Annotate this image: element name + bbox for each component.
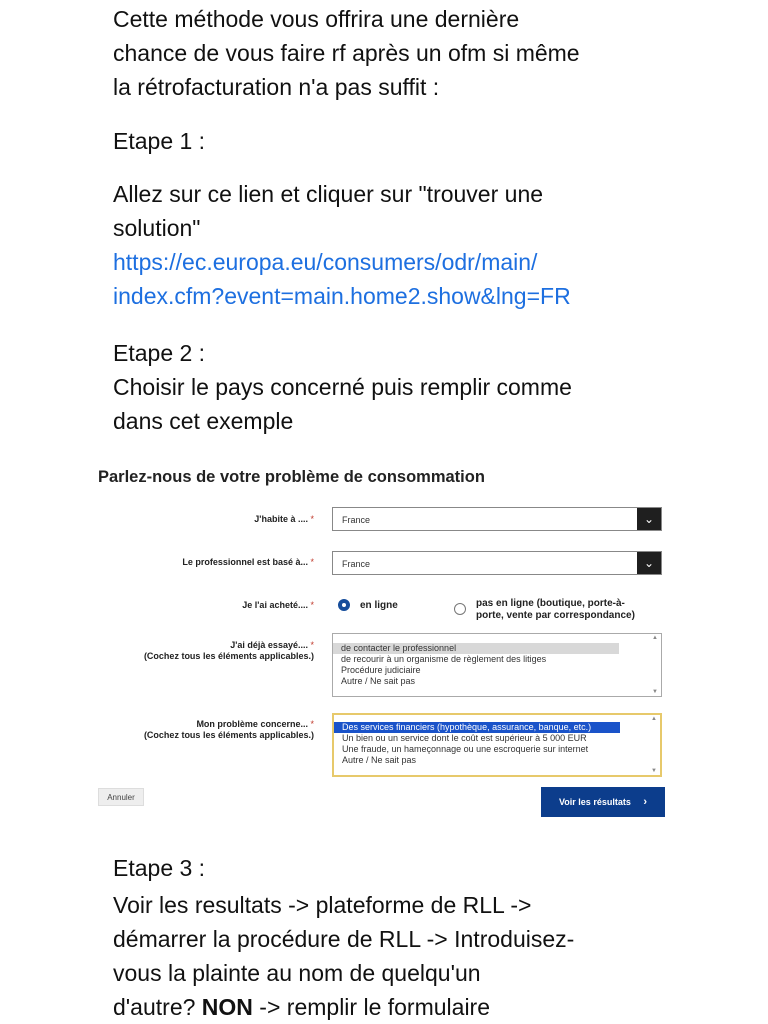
- chevron-right-icon: ›: [643, 796, 648, 808]
- step3-line4-bold: NON: [201, 994, 253, 1020]
- problem-hint: (Cochez tous les éléments applicables.): [143, 730, 314, 740]
- problem-label-text: Mon problème concerne...: [196, 719, 308, 729]
- odr-link-line: https://ec.europa.eu/consumers/odr/main/: [113, 249, 538, 275]
- step2-title: Etape 2 :: [113, 340, 206, 366]
- step3-line4-start: d'autre?: [113, 994, 202, 1020]
- trader-label-text: Le professionnel est basé à...: [182, 557, 308, 567]
- required-mark: *: [310, 514, 314, 524]
- tried-label: [98, 640, 314, 662]
- step1-body: [113, 177, 733, 313]
- step3-line: vous la plainte au nom de quelqu'un: [113, 960, 481, 986]
- step3-line4-end: -> remplir le formulaire: [252, 994, 491, 1020]
- problem-listbox[interactable]: [332, 713, 662, 777]
- see-results-button[interactable]: [541, 787, 665, 817]
- step1-line: solution": [113, 215, 201, 241]
- scroll-up-icon[interactable]: ▲: [652, 635, 658, 641]
- offline-radio-label: [476, 598, 635, 622]
- step2-line: Choisir le pays concerné puis remplir comme: [113, 374, 572, 400]
- trader-label: [98, 557, 314, 568]
- offline-label-line: pas en ligne (boutique, porte-à-: [476, 598, 625, 609]
- step3-line: [113, 990, 753, 1024]
- chevron-down-icon[interactable]: ⌄: [637, 508, 661, 530]
- scroll-down-icon[interactable]: ▼: [651, 768, 657, 774]
- step2-line: dans cet exemple: [113, 408, 294, 434]
- odr-link[interactable]: [113, 245, 733, 313]
- step1-line: Allez sur ce lien et cliquer sur "trouver une: [113, 181, 544, 207]
- scroll-up-icon[interactable]: ▲: [651, 716, 657, 722]
- intro-line: chance de vous faire rf après un ofm si même: [113, 40, 580, 66]
- online-radio-label: en ligne: [360, 600, 398, 611]
- form-title: Parlez-nous de votre problème de consommation: [98, 468, 485, 486]
- problem-scrollbar[interactable]: [651, 716, 659, 774]
- step2-body: [113, 370, 733, 438]
- intro-paragraph: [113, 2, 733, 104]
- required-mark: *: [310, 557, 314, 567]
- trader-country-select[interactable]: [332, 551, 662, 575]
- offline-label-line: porte, vente par correspondance): [476, 610, 635, 621]
- problem-label: [98, 719, 314, 741]
- required-mark: *: [310, 640, 314, 650]
- tried-label-text: J'ai déjà essayé....: [230, 640, 308, 650]
- live-country-value: France: [342, 515, 371, 525]
- tried-option[interactable]: de contacter le professionnel: [333, 643, 619, 654]
- live-label: [98, 514, 314, 525]
- step3-section: [113, 851, 753, 1024]
- cancel-button[interactable]: Annuler: [98, 788, 144, 806]
- odr-link-line: index.cfm?event=main.home2.show&lng=FR: [113, 283, 571, 309]
- chevron-down-icon[interactable]: ⌄: [637, 552, 661, 574]
- problem-option[interactable]: Autre / Ne sait pas: [342, 755, 417, 765]
- tried-option[interactable]: de recourir à un organisme de règlement des litiges: [341, 654, 547, 664]
- scroll-down-icon[interactable]: ▼: [652, 689, 658, 695]
- step3-line: démarrer la procédure de RLL -> Introduisez-: [113, 926, 575, 952]
- see-results-label: Voir les résultats: [558, 797, 631, 807]
- intro-line: la rétrofacturation n'a pas suffit :: [113, 74, 440, 100]
- online-radio[interactable]: [338, 599, 350, 611]
- problem-option[interactable]: Des services financiers (hypothèque, assurance, banque, etc.): [334, 722, 620, 733]
- step3-line: Voir les resultats -> plateforme de RLL ->: [113, 892, 532, 918]
- required-mark: *: [310, 600, 314, 610]
- offline-radio[interactable]: [454, 603, 466, 615]
- problem-option[interactable]: Une fraude, un hameçonnage ou une escroquerie sur internet: [342, 744, 589, 754]
- step3-title: Etape 3 :: [113, 855, 206, 881]
- intro-line: Cette méthode vous offrira une dernière: [113, 6, 520, 32]
- step1-title: Etape 1 :: [113, 128, 206, 154]
- live-country-select[interactable]: [332, 507, 662, 531]
- tried-hint: (Cochez tous les éléments applicables.): [143, 651, 314, 661]
- required-mark: *: [310, 719, 314, 729]
- tried-option[interactable]: Autre / Ne sait pas: [341, 676, 416, 686]
- tried-listbox[interactable]: [332, 633, 662, 697]
- problem-option[interactable]: Un bien ou un service dont le coût est supérieur à 5 000 EUR: [342, 733, 587, 743]
- consumer-problem-form: [98, 460, 678, 820]
- live-label-text: J'habite à ....: [254, 514, 308, 524]
- tried-scrollbar[interactable]: [652, 635, 660, 695]
- bought-label: [98, 600, 314, 611]
- bought-label-text: Je l'ai acheté....: [242, 600, 308, 610]
- tried-option[interactable]: Procédure judiciaire: [341, 665, 421, 675]
- trader-country-value: France: [342, 559, 371, 569]
